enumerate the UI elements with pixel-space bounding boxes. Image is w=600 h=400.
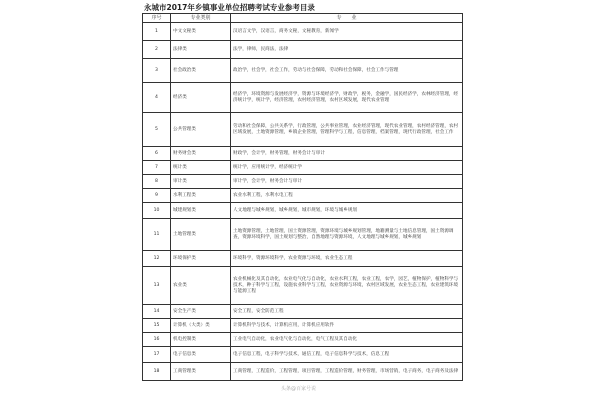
document-sheet — [142, 0, 462, 400]
table-row — [143, 161, 463, 175]
row-category: 法律类 — [171, 41, 231, 59]
row-category: 经济类 — [171, 83, 231, 113]
table-row — [143, 305, 463, 319]
row-number: 10 — [143, 203, 171, 219]
row-category: 机电控制类 — [171, 333, 231, 347]
table-header-row — [143, 14, 463, 23]
document-title: 永城市2017年乡镇事业单位招聘考试专业参考目录 — [144, 3, 315, 12]
row-number: 18 — [143, 363, 171, 381]
row-number: 17 — [143, 347, 171, 363]
table-row — [143, 219, 463, 251]
table-row — [143, 333, 463, 347]
row-number: 12 — [143, 251, 171, 267]
row-number: 15 — [143, 319, 171, 333]
row-number: 2 — [143, 41, 171, 59]
table-row — [143, 363, 463, 381]
row-number: 16 — [143, 333, 171, 347]
row-majors: 财政学，会计学，财务管理，财务会计与审计 — [231, 147, 463, 161]
row-number: 11 — [143, 219, 171, 251]
row-category: 公共管理类 — [171, 113, 231, 147]
row-majors: 工商管理，工程造价，工程管理，项目管理，工程造价管理，财务管理，市场营销，电子商务，电子商务及法律 — [231, 363, 463, 381]
row-category: 城建规划类 — [171, 203, 231, 219]
row-majors: 环境科学，资源环境科学，农业资源与环境，农业生态工程 — [231, 251, 463, 267]
row-majors: 土地资源管理，土地管理，国土资源管理，资源环境与城乡规划管理，地籍测量与土地信息管理，国土资源调查，资源环境科学，国土规划与整治，自然地理与资源环境，人文地理与城乡规划，城乡规划 — [231, 219, 463, 251]
table-row — [143, 113, 463, 147]
row-majors: 审计学，会计学，财务会计与审计 — [231, 175, 463, 189]
watermark: 头条@百家号说 — [280, 386, 316, 392]
row-category: 计算机（大类）类 — [171, 319, 231, 333]
row-majors: 法学，律师，民商法，法律 — [231, 41, 463, 59]
row-majors: 经济学，环境资源与发展经济学，资源与环境经济学，财政学，税务，金融学，国民经济学，农林经济管理，经济统计学，统计学，经济管理，农村经济管理，农村区域发展，现代农业管理 — [231, 83, 463, 113]
row-number: 8 — [143, 175, 171, 189]
row-majors: 汉语言文学，汉语言，商务文秘，文秘教育，新闻学 — [231, 23, 463, 41]
row-number: 9 — [143, 189, 171, 203]
table-row — [143, 59, 463, 83]
header-majors: 专 业 — [231, 14, 463, 23]
row-category: 统计类 — [171, 161, 231, 175]
header-no: 序号 — [143, 14, 171, 23]
table-row — [143, 23, 463, 41]
table-row — [143, 83, 463, 113]
row-majors: 统计学，应用统计学，经济统计学 — [231, 161, 463, 175]
row-majors: 工业电气自动化，农业电气化与自动化，电气工程及其自动化 — [231, 333, 463, 347]
row-number: 13 — [143, 267, 171, 305]
row-number: 6 — [143, 147, 171, 161]
row-majors: 农业水利工程，水利水电工程 — [231, 189, 463, 203]
row-category: 电子信息类 — [171, 347, 231, 363]
row-category: 安全生产类 — [171, 305, 231, 319]
header-category: 专业类别 — [171, 14, 231, 23]
table-row — [143, 267, 463, 305]
row-category: 社会政治类 — [171, 59, 231, 83]
row-number: 14 — [143, 305, 171, 319]
row-number: 1 — [143, 23, 171, 41]
table-row — [143, 189, 463, 203]
row-category: 水利工程类 — [171, 189, 231, 203]
row-category: 财务财会类 — [171, 147, 231, 161]
table-row — [143, 203, 463, 219]
row-category: 审计类 — [171, 175, 231, 189]
row-majors: 劳动和社会保障，公共关系学，行政管理，公共事业管理，农业经济管理，现代农业管理，农村经济管理，农村区域发展，土地资源管理，乡镇企业管理，管理科学与工程，信息管理，档案管理，现代行政管理，社会工作 — [231, 113, 463, 147]
table-row — [143, 347, 463, 363]
row-majors: 安全工程，安全防范工程 — [231, 305, 463, 319]
table-row — [143, 41, 463, 59]
row-number: 3 — [143, 59, 171, 83]
row-category: 中文文秘类 — [171, 23, 231, 41]
row-majors: 政治学，社会学，社会工作，劳动与社会保障，劳动和社会保障，社会工作与管理 — [231, 59, 463, 83]
row-majors: 农业机械化及其自动化，农业电气化与自动化，农业水利工程，农业工程，农学，园艺，植物保护，植物科学与技术，种子科学与工程，设施农业科学与工程，农业资源与环境，农村区域发展，农业生态工程，农业建筑环境与能源工程 — [231, 267, 463, 305]
row-majors: 电子信息工程，电子科学与技术，通信工程，电子信息科学与技术，信息工程 — [231, 347, 463, 363]
row-number: 4 — [143, 83, 171, 113]
row-category: 环境保护类 — [171, 251, 231, 267]
row-category: 农业类 — [171, 267, 231, 305]
row-category: 土地管理类 — [171, 219, 231, 251]
major-catalog-table — [142, 13, 463, 381]
table-row — [143, 147, 463, 161]
row-number: 5 — [143, 113, 171, 147]
table-row — [143, 175, 463, 189]
row-majors: 人文地理与城乡规划，城乡规划，城市规划，环境与城乡规划 — [231, 203, 463, 219]
row-number: 7 — [143, 161, 171, 175]
table-row — [143, 251, 463, 267]
row-majors: 计算机科学与技术，计算机应用，计算机应用软件 — [231, 319, 463, 333]
table-row — [143, 319, 463, 333]
row-category: 工商管理类 — [171, 363, 231, 381]
